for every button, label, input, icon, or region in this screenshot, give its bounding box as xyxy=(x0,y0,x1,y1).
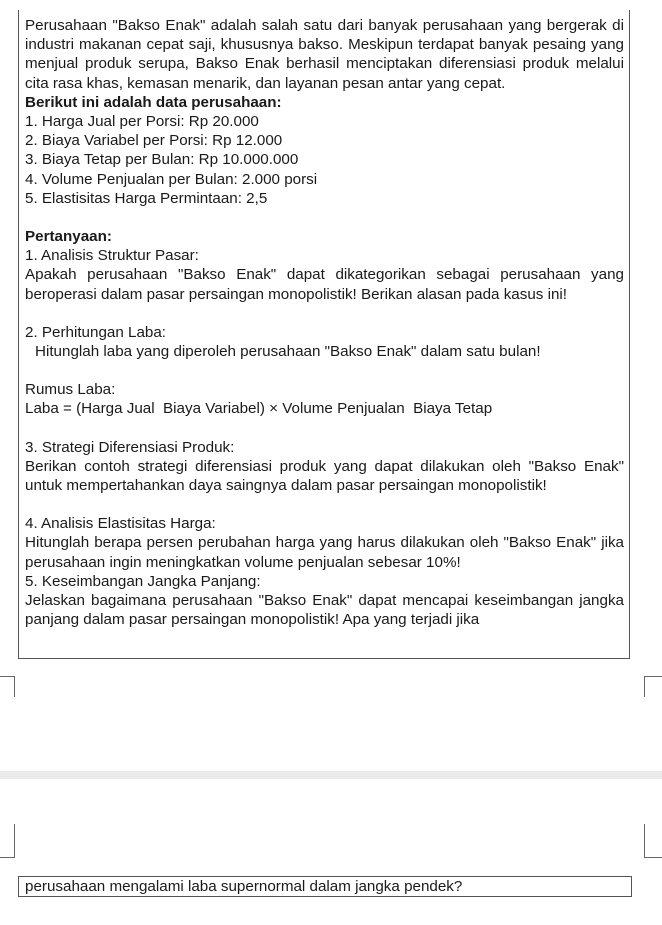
page-break xyxy=(0,771,662,779)
data-item: 4. Volume Penjualan per Bulan: 2.000 porsi xyxy=(25,170,318,188)
page-corner-mark xyxy=(644,824,662,858)
question-3-body: Berikan contoh strategi diferensiasi produk yang dapat dilakukan oleh "Bakso Enak" untuk mempertahankan daya saingnya dalam pasar persaingan monopolistik! xyxy=(25,457,624,495)
intro-paragraph: Perusahaan "Bakso Enak" adalah salah satu dari banyak perusahaan yang bergerak di industri makanan cepat saji, khususnya bakso. Meskipun terdapat banyak pesaing yang menjual produk serupa, Bakso Enak berhasil menciptakan diferensiasi produk melalui cita rasa khas, kemasan menarik, dan layanan pesan antar yang cepat. xyxy=(25,17,624,92)
questions-heading: Pertanyaan: xyxy=(25,228,112,246)
question-5-continuation: perusahaan mengalami laba supernormal dalam jangka pendek? xyxy=(25,878,463,895)
data-item: 2. Biaya Variabel per Porsi: Rp 12.000 xyxy=(25,132,283,150)
formula: Laba = (Harga Jual Biaya Variabel) × Volume Penjualan Biaya Tetap xyxy=(25,400,493,418)
document-page-2 xyxy=(18,876,632,897)
data-item: 3. Biaya Tetap per Bulan: Rp 10.000.000 xyxy=(25,151,299,169)
question-5-body: Jelaskan bagaimana perusahaan "Bakso Enak" dapat mencapai keseimbangan jangka panjang dalam pasar persaingan monopolistik! Apa yang terjadi jika xyxy=(25,592,624,629)
data-heading: Berikut ini adalah data perusahaan: xyxy=(25,93,282,111)
page-corner-mark xyxy=(0,824,15,858)
question-2-body: Hitunglah laba yang diperoleh perusahaan "Bakso Enak" dalam satu bulan! xyxy=(35,343,541,361)
formula-title: Rumus Laba: xyxy=(25,381,116,399)
question-2-title: 2. Perhitungan Laba: xyxy=(25,323,167,341)
question-1-body: Apakah perusahaan "Bakso Enak" dapat dikategorikan sebagai perusahaan yang beroperasi dalam pasar persaingan monopolistik! Berikan alasan pada kasus ini! xyxy=(25,266,624,303)
page-corner-mark xyxy=(644,676,662,697)
data-item: 1. Harga Jual per Porsi: Rp 20.000 xyxy=(25,113,259,131)
data-item: 5. Elastisitas Harga Permintaan: 2,5 xyxy=(25,189,268,207)
page-corner-mark xyxy=(0,676,15,697)
document-page-1 xyxy=(18,10,630,659)
question-4-title: 4. Analisis Elastisitas Harga: xyxy=(25,515,216,533)
question-5-title: 5. Keseimbangan Jangka Panjang: xyxy=(25,572,261,590)
question-3-title: 3. Strategi Diferensiasi Produk: xyxy=(25,438,235,456)
question-4-body: Hitunglah berapa persen perubahan harga yang harus dilakukan oleh "Bakso Enak" jika perusahaan ingin meningkatkan volume penjualan sebesar 10%! xyxy=(25,534,624,571)
question-1-title: 1. Analisis Struktur Pasar: xyxy=(25,247,199,265)
